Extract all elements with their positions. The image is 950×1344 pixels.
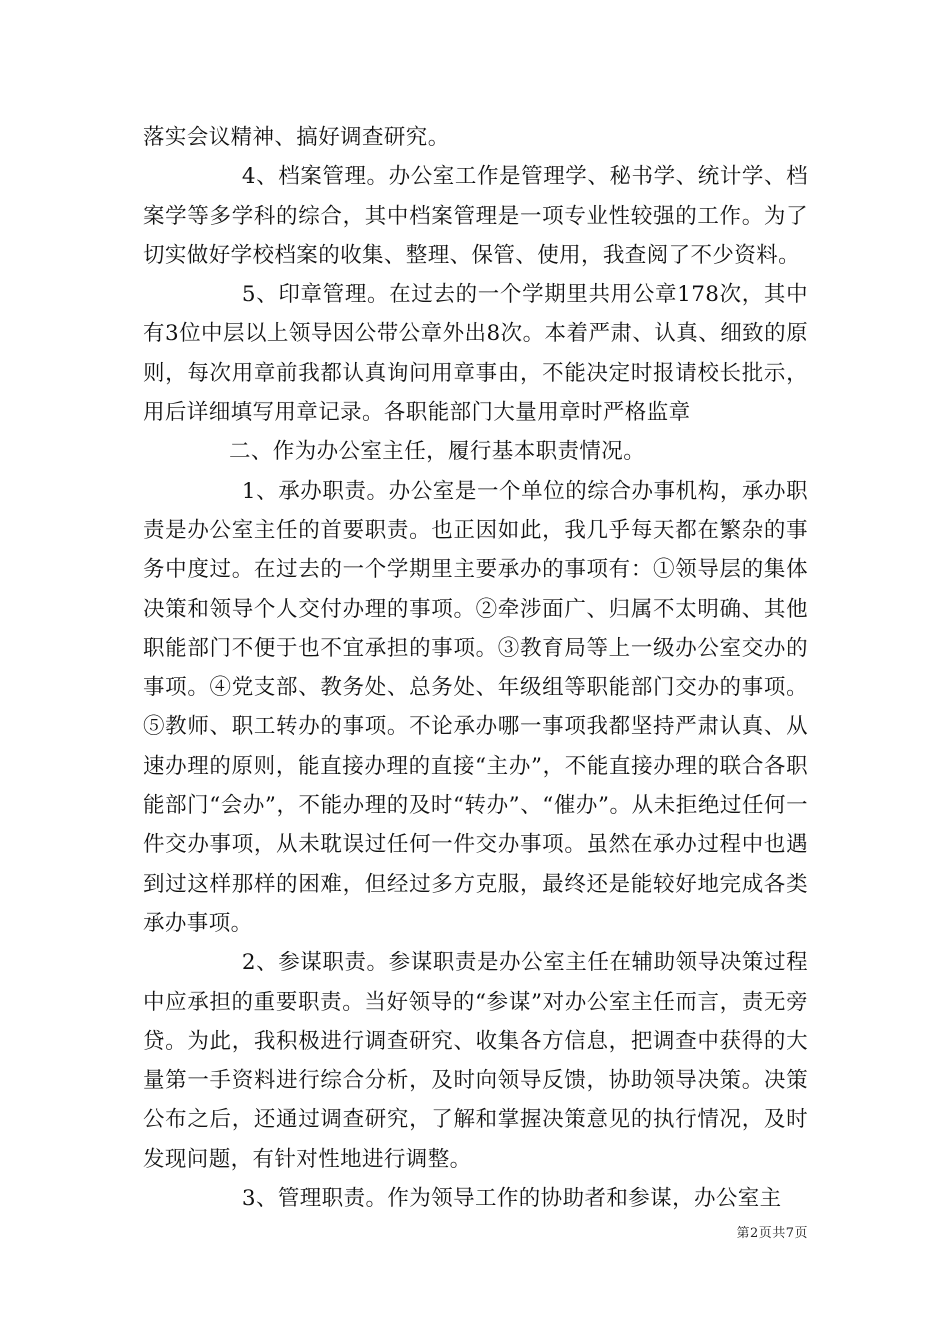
- paragraph-advisory-duty: 2、参谋职责。参谋职责是办公室主任在辅助领导决策过程中应承担的重要职责。当好领导的“参谋”对办公室主任而言，责无旁贷。为此，我积极进行调查研究、收集各方信息，把调查中获得的大量第一手资料进行综合分析，及时向领导反馈，协助领导决策。决策公布之后，还通过调查研究，了解和掌握决策意见的执行情况，及时发现问题，有针对性地进行调整。: [143, 950, 808, 1172]
- page-number-footer: 第2页共7页: [736, 1226, 808, 1241]
- paragraph-continuation: 落实会议精神、搞好调查研究。: [143, 125, 450, 150]
- paragraph-management-duty: 3、管理职责。作为领导工作的协助者和参谋，办公室主: [241, 1186, 782, 1212]
- section-heading-duties: 二、作为办公室主任，履行基本职责情况。: [229, 439, 646, 465]
- paragraph-seal-management: 5、印章管理。在过去的一个学期里共用公章178次，其中有3位中层以上领导因公带公章外出8次。本着严肃、认真、细致的原则，每次用章前我都认真询问用章事由，不能决定时报请校长批示，用后详细填写用章记录。各职能部门大量用章时严格监章: [143, 282, 808, 426]
- paragraph-undertaking-duty: 1、承办职责。办公室是一个单位的综合办事机构，承办职责是办公室主任的首要职责。也正因如此，我几乎每天都在繁杂的事务中度过。在过去的一个学期里主要承办的事项有：①领导层的集体决策和领导个人交付办理的事项。②牵涉面广、归属不太明确、其他职能部门不便于也不宜承担的事项。③教育局等上一级办公室交办的事项。④党支部、教务处、总务处、年级组等职能部门交办的事项。⑤教师、职工转办的事项。不论承办哪一事项我都坚持严肃认真、从速办理的原则，能直接办理的直接“主办”，不能直接办理的联合各职能部门“会办”，不能办理的及时“转办”、“催办”。从未拒绝过任何一件交办事项，从未耽误过任何一件交办事项。虽然在承办过程中也遇到过这样那样的困难，但经过多方克服，最终还是能较好地完成各类承办事项。: [143, 478, 808, 936]
- paragraph-archive-management: 4、档案管理。办公室工作是管理学、秘书学、统计学、档案学等多学科的综合，其中档案管理是一项专业性较强的工作。为了切实做好学校档案的收集、整理、保管、使用，我查阅了不少资料。: [143, 164, 808, 268]
- document-body: [143, 118, 808, 1218]
